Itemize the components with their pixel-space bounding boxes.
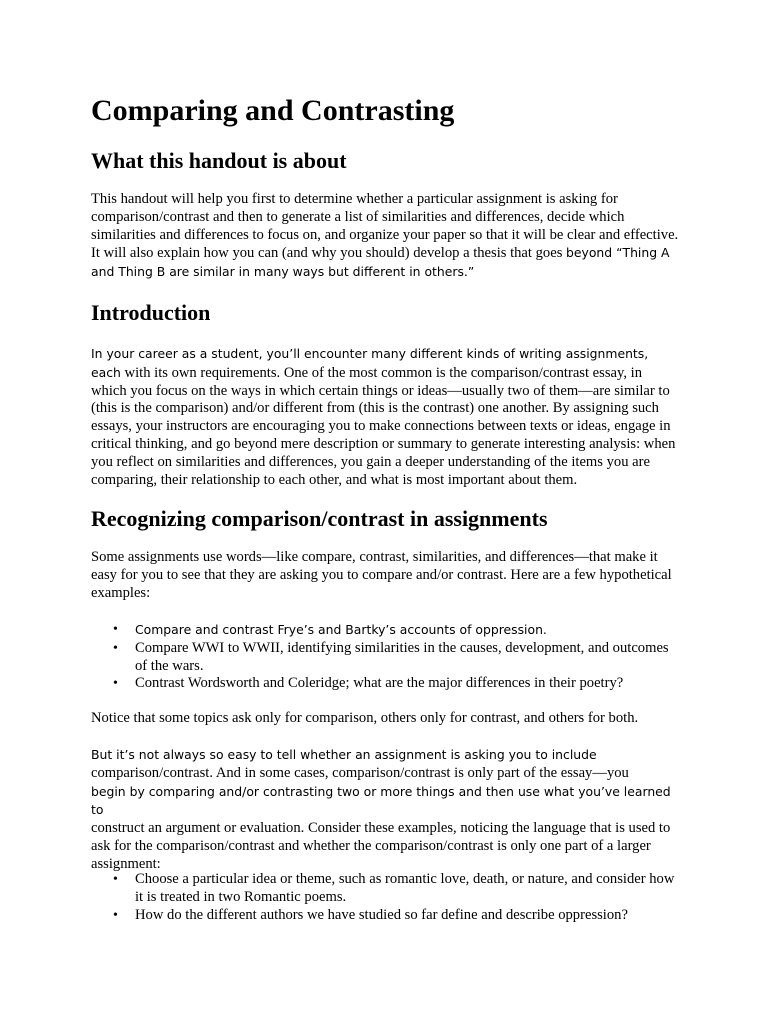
paragraph-3-text-2: construct an argument or evaluation. Consider these examples, noticing the language that is used to ask for the comparison/contrast and whether the comparison/contrast is only one part of a larger assignment: bbox=[91, 820, 671, 872]
recognizing-paragraph-2: Notice that some topics ask only for comparison, others only for contrast, and others for both. bbox=[91, 710, 639, 726]
list-item-text: Choose a particular idea or theme, such as romantic love, death, or nature, and consider how it is treated in two Romantic poems. bbox=[135, 871, 675, 905]
bullet-marker: • bbox=[113, 872, 118, 887]
list-item-text: Compare and contrast Frye’s and Bartky’s accounts of oppression. bbox=[135, 622, 547, 637]
recognizing-paragraph-3 bbox=[91, 746, 681, 874]
bullet-marker: • bbox=[113, 676, 118, 692]
paragraph-3-sans-text-2: begin by comparing and/or contrasting two or more things and then use what you’ve learned to bbox=[91, 783, 671, 818]
introduction-paragraph-sans-text: In your career as a student, you’ll encounter many different kinds of writing assignments, each bbox=[91, 346, 649, 380]
section-heading-about: What this handout is about bbox=[91, 148, 347, 173]
paragraph-3-text-1: comparison/contrast. And in some cases, comparison/contrast is only part of the essay—you bbox=[91, 764, 629, 781]
section-heading-recognizing: Recognizing comparison/contrast in assignments bbox=[91, 506, 548, 531]
list-item-text: How do the different authors we have studied so far define and describe oppression? bbox=[135, 906, 628, 923]
paragraph-3-sans-text-1: But it’s not always so easy to tell whether an assignment is asking you to include bbox=[91, 747, 597, 762]
recognizing-paragraph-1: Some assignments use words—like compare, contrast, similarities, and differences—that make it easy for you to see that they are asking you to compare and/or contrast. Here are a few hypothetical examples: bbox=[91, 549, 672, 601]
list-item bbox=[91, 640, 681, 676]
list-item-text: Contrast Wordsworth and Coleridge; what are the major differences in their poetry? bbox=[135, 675, 624, 692]
list-item-text: Compare WWI to WWII, identifying similarities in the causes, development, and outcomes of the wars. bbox=[135, 639, 669, 674]
document-title: Comparing and Contrasting bbox=[91, 94, 455, 127]
examples-list-1 bbox=[91, 621, 681, 693]
list-item bbox=[91, 871, 681, 907]
bullet-marker: • bbox=[113, 622, 118, 637]
about-paragraph-text: This handout will help you first to determine whether a particular assignment is asking for comparison/contrast and then to generate a list of similarities and differences, decide which similarities and differences to focus on, and organize your paper so that it will be clear and effective. It will also explain how you can (and why you should) develop a thesis that goes bbox=[91, 191, 679, 262]
list-item bbox=[91, 621, 681, 640]
bullet-marker: • bbox=[113, 907, 118, 923]
section-heading-introduction: Introduction bbox=[91, 300, 211, 325]
about-paragraph bbox=[91, 191, 681, 282]
about-paragraph-sans-text: beyond “Thing A and Thing B are similar in many ways but different in others.” bbox=[91, 245, 670, 280]
bullet-marker: • bbox=[113, 640, 118, 656]
examples-list-2 bbox=[91, 871, 681, 924]
list-item bbox=[91, 675, 681, 693]
introduction-paragraph bbox=[91, 345, 681, 489]
introduction-paragraph-text: with its own requirements. One of the most common is the comparison/contrast essay, in which you focus on the ways in which certain things or ideas—usually two of them—are similar to (this is the comparison) and/or different from (this is the contrast) one another. By assigning such essays, your instructors are encouraging you to make connections between texts or ideas, engage in critical thinking, and go beyond mere description or summary to generate interesting analysis: when you reflect on similarities and differences, you gain a deeper understanding of the items you are comparing, their relationship to each other, and what is most important about them. bbox=[91, 364, 676, 488]
list-item bbox=[91, 907, 681, 925]
